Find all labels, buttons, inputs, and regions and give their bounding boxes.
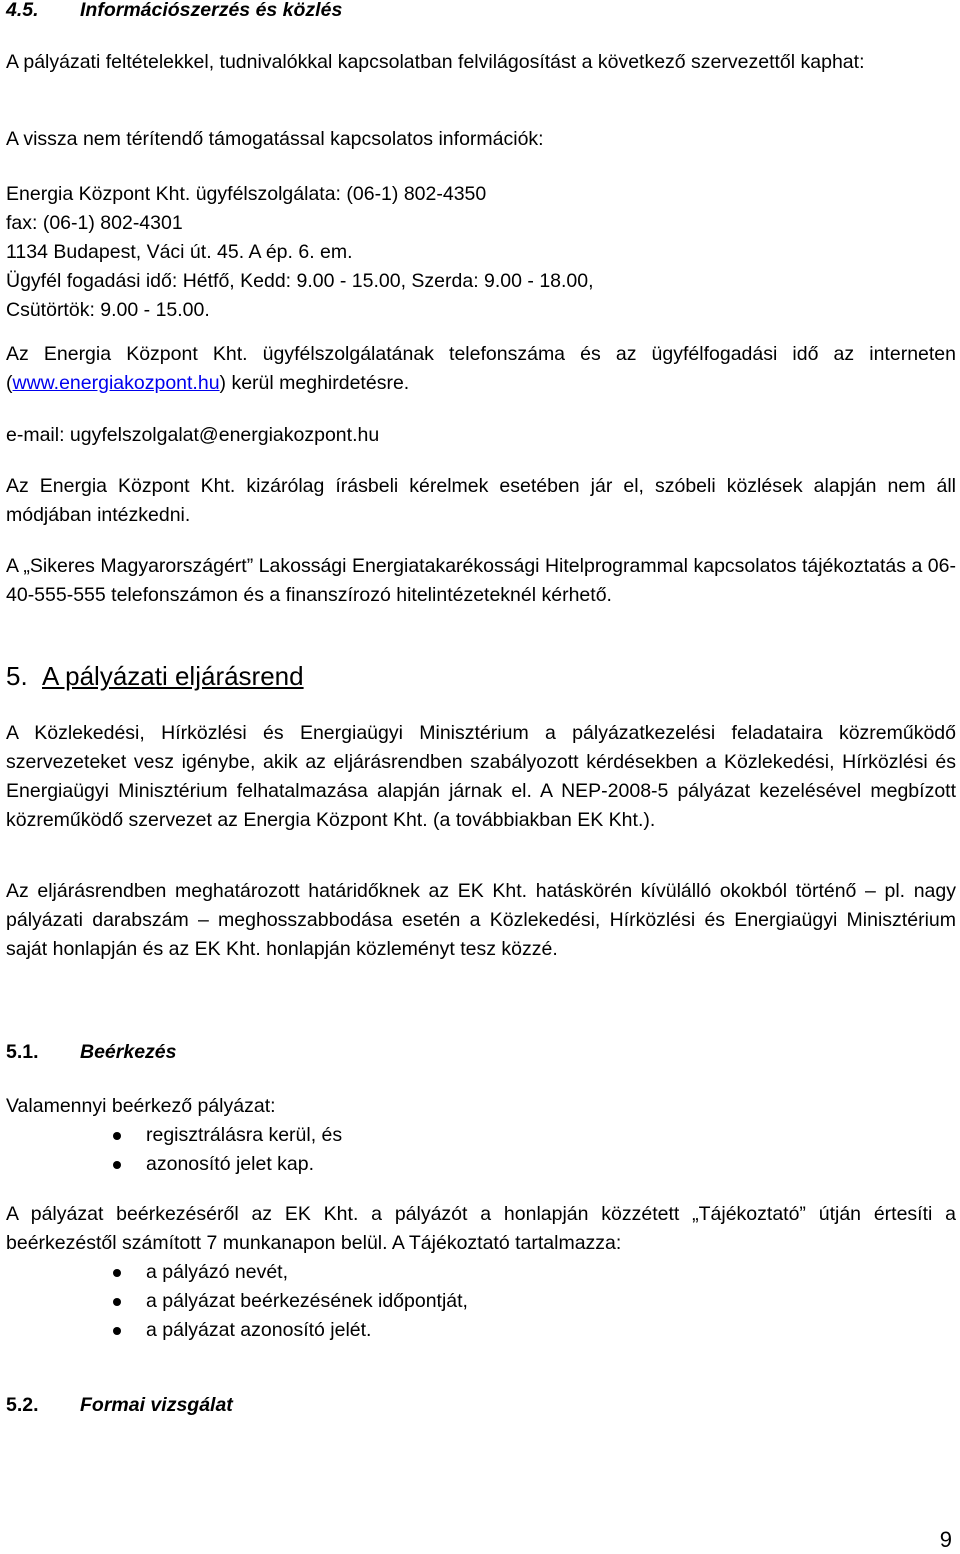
page-number: 9: [939, 1527, 952, 1552]
arrival-intro: Valamennyi beérkező pályázat:: [6, 1095, 276, 1117]
contact-line: fax: (06-1) 802-4301: [6, 212, 183, 234]
procedure-paragraph-2: Az eljárásrendben meghatározott határidőknek az EK Kht. hatáskörén kívülálló okokból történő – pl. nagy pályázati darabszám – meghosszabbodása esetén a Közlekedési, Hírközlési és Energiaügyi Minisztérium saját honlapján és az EK Kht. honlapján közleményt tesz közzé.: [6, 880, 956, 960]
notice-list: [6, 1258, 956, 1345]
arrival-block: [6, 1092, 956, 1179]
list-item: regisztrálásra kerül, és: [6, 1121, 956, 1150]
section-5-heading: [6, 660, 956, 692]
contact-line: 1134 Budapest, Váci út. 45. A ép. 6. em.: [6, 241, 353, 263]
info-heading: A vissza nem térítendő támogatással kapcsolatos információk:: [6, 128, 544, 150]
credit-program-paragraph: A „Sikeres Magyarországért” Lakossági Energiatakarékossági Hitelprogrammal kapcsolatos tájékoztatás a 06-40-555-555 telefonszámon és a finanszírozó hitelintézeteknél kérhető.: [6, 555, 956, 606]
contact-line: Ügyfél fogadási idő: Hétfő, Kedd: 9.00 - 15.00, Szerda: 9.00 - 18.00,: [6, 270, 594, 292]
notice-paragraph: A pályázat beérkezéséről az EK Kht. a pályázót a honlapján közzétett „Tájékoztató” útján értesíti a beérkezéstől számított 7 munkanapon belül. A Tájékoztató tartalmazza:: [6, 1203, 956, 1254]
intro-paragraph: A pályázati feltételekkel, tudnivalókkal kapcsolatban felvilágosítást a következő szervezettől kaphat:: [6, 51, 865, 73]
section-number: 4.5.: [6, 0, 39, 21]
section-number: 5.2.: [6, 1394, 39, 1416]
section-title: A pályázati eljárásrend: [42, 661, 304, 691]
arrival-list: [6, 1121, 956, 1179]
written-request-paragraph: Az Energia Központ Kht. kizárólag írásbeli kérelmek esetében jár el, szóbeli közlések alapján nem áll módjában intézkedni.: [6, 475, 956, 526]
list-item: azonosító jelet kap.: [6, 1150, 956, 1179]
section-5-2-heading: [6, 1391, 956, 1420]
phone-paragraph: Az Energia Központ Kht. ügyfélszolgálatának telefonszáma és az ügyfélfogadási idő az interneten (www.energiakozpont.hu) kerül meghirdetésre.: [6, 343, 956, 394]
procedure-paragraph-1: A Közlekedési, Hírközlési és Energiaügyi Minisztérium a pályázatkezelési feladataira közreműködő szervezeteket vesz igénybe, akik az eljárásrendben szabályozott kérdésekben a Közlekedési, Hírközlési és Energiaügyi Minisztérium felhatalmazása alapján járnak el. A NEP-2008-5 pályázat kezelésével megbízott közreműködő szervezet az Energia Központ Kht. (a továbbiakban EK Kht.).: [6, 722, 956, 831]
section-number: 5.: [6, 661, 28, 691]
website-link[interactable]: www.energiakozpont.hu: [12, 372, 220, 394]
section-title: Információszerzés és közlés: [80, 0, 343, 21]
section-title: Beérkezés: [80, 1041, 177, 1063]
list-item: a pályázat azonosító jelét.: [6, 1316, 956, 1345]
notice-block: [6, 1200, 956, 1345]
list-item: a pályázó nevét,: [6, 1258, 956, 1287]
list-item: a pályázat beérkezésének időpontját,: [6, 1287, 956, 1316]
section-5-1-heading: [6, 1038, 956, 1067]
section-number: 5.1.: [6, 1041, 39, 1063]
email-line: e-mail: ugyfelszolgalat@energiakozpont.hu: [6, 424, 380, 446]
contact-line: Csütörtök: 9.00 - 15.00.: [6, 299, 210, 321]
contact-line: Energia Központ Kht. ügyfélszolgálata: (06-1) 802-4350: [6, 183, 487, 205]
contact-block: [6, 180, 956, 325]
section-4-5-heading: [6, 0, 956, 25]
section-title: Formai vizsgálat: [80, 1394, 233, 1416]
